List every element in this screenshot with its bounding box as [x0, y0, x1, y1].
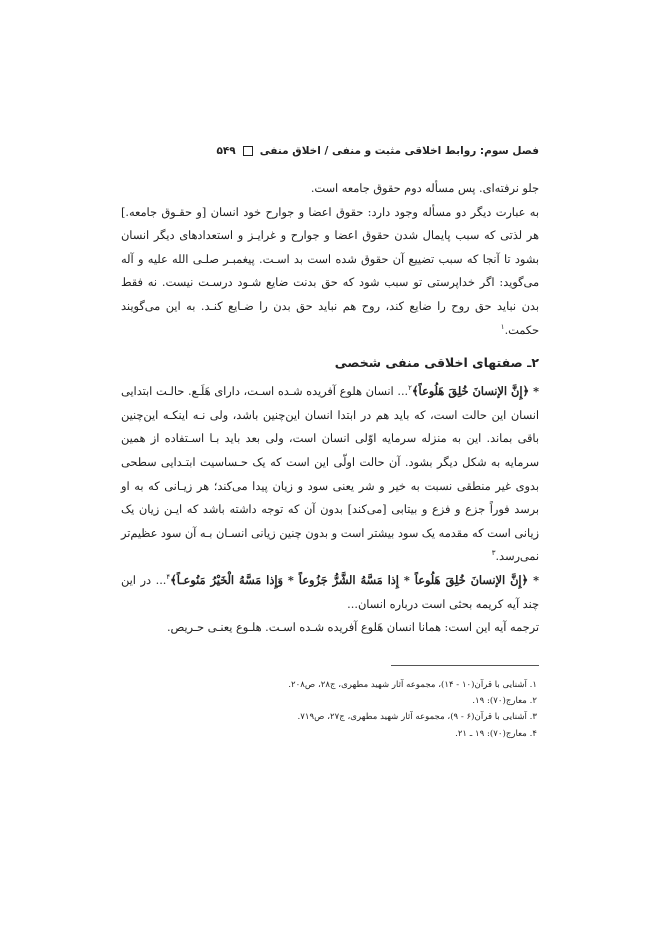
- paragraph-text: به عبارت دیگر دو مسأله وجود دارد: حقوق اعضا و جوارح خود انسان [و حقـوق جامعه.] هر لذتی که سبب پایمال شدن حقوق اعضا و جوارح و غرایـز و استعدادهای دیگر انسان بشود تا آنجا که سبب تضییع آن حقوق شده است بد اسـت. پیغمبـر صلـی الله علیه و آله می‌گوید: اگر خداپرستی تو سبب شود که حق بدنت ضایع شـود درسـت نیست. نه فقط بدن نباید حق روح را ضایع کند، روح هم نباید حق بدن را ضـایع کنـد. به این می‌گویند حکمت.: [121, 205, 539, 337]
- footnote: ۱. آشنایی با قرآن(۱۰ - ۱۴)، مجموعه آثار شهید مطهری، ج۲۸، ص۲۰۸.: [288, 680, 537, 690]
- section-heading: ۲ـ صفتهای اخلاقی منفی شخصی: [334, 355, 539, 371]
- paragraph: جلو نرفته‌ای. پس مسأله دوم حقوق جامعه است.: [310, 182, 539, 195]
- paragraph-text: ... انسان هلوع آفریده شـده اسـت، دارای هَلَـع. حالـت ابتدایی انسان این حالت است، که باید هم در ابتدا انسان این‌چنین باشد، ولی نـه اینکـه این‌چنین باقی بماند. این به منزله سرمایه اوّلی انسان است، ولی بعد باید بـا اسـتفاده از همین سرمایه به شکل دیگر بشود. آن حالت اولّی این است که یک حـساسیت ابتـدایی سطحی بدوی غیر منطقی نسبت به خیر و شر یعنی سود و زیان پیدا می‌کند؛ هر زیـانی که به او برسد فوراً جزع و فزع و بیتابی [می‌کند] بدون آن که توجه داشته باشد که ایـن زیان یک زیانی است که مقدمه یک سود بیشتر است و بدون چنین زیانی انسـان بـه آن سود عظیم‌تر نمی‌رسد.: [121, 385, 539, 564]
- header-title: فصل سوم: روابط اخلاقی مثبت و منفی / اخلاق منفی: [259, 145, 539, 157]
- paragraph: [121, 569, 539, 616]
- square-ornament-icon: [243, 146, 253, 156]
- footnote: ۳. آشنایی با قرآن(۶ - ۹)، مجموعه آثار شهید مطهری، ج۲۷، ص۷۱۹.: [297, 712, 537, 723]
- footnote-marker: ۱: [500, 322, 505, 331]
- paragraph: [121, 380, 539, 569]
- main-text: [121, 177, 539, 640]
- footnotes: [121, 677, 537, 742]
- paragraph: ترجمه آیه این است: همانا انسان هَلوع آفریده شـده اسـت. هلـوع یعنـی حـریص.: [166, 621, 539, 635]
- quran-verse: * ﴿إِنَّ الإنسانَ خُلِقَ هَلُوعاً * إِذا مَسَّهُ الشَّرُّ جَزُوعاً * وَإِذا مَسَّهُ الْخَيْرُ مَنُوعـاً﴾: [170, 572, 540, 587]
- paragraph: [121, 201, 539, 343]
- running-header: [122, 145, 539, 157]
- page-number: ۵۴۹: [216, 145, 236, 157]
- footnote-marker: ۳: [491, 549, 496, 558]
- footnote-divider: [391, 665, 539, 666]
- footnote-marker: ۲: [408, 384, 412, 393]
- footnote-marker: ۴: [166, 573, 171, 582]
- footnote: ۴. معارج(۷۰): ۱۹ ـ ۲۱.: [455, 728, 537, 739]
- footnote: ۲. معارج(۷۰): ۱۹.: [472, 696, 537, 707]
- quran-verse: * ﴿إِنَّ الإنسانَ خُلِقَ هَلُوعاً﴾: [411, 384, 540, 399]
- paragraph-text: ... در این چند آیه کریمه بحثی است درباره انسان...: [121, 573, 539, 611]
